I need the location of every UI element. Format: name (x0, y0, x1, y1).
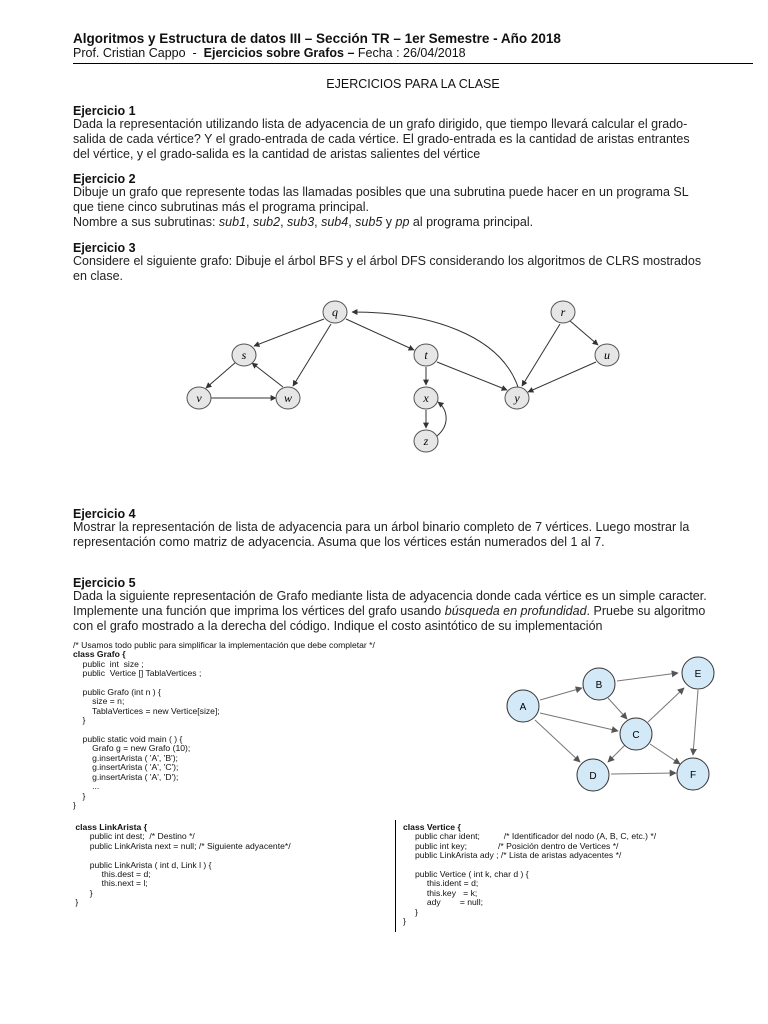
code-line: public LinkArista ady ; /* Lista de aristas adyacentes */ (403, 850, 622, 861)
graph1-edges (206, 312, 598, 436)
code-line: public char ident; /* Identificador del nodo (A, B, C, etc.) */ (403, 831, 657, 842)
code-line: /* Usamos todo public para simplificar la implementación que debe completar */ (73, 640, 375, 650)
graph2-nodes (507, 657, 714, 791)
page-title: EJERCICIOS PARA LA CLASE (326, 77, 500, 91)
node-label-F: F (689, 770, 697, 781)
ex3-line: en clase. (73, 269, 124, 283)
node-label-x: x (423, 391, 429, 405)
sub-name: sub5 (355, 215, 383, 229)
edge-s-v (206, 362, 236, 388)
node-label-w: w (283, 391, 293, 405)
edge-D-F (611, 773, 676, 774)
code-line: } (73, 799, 76, 810)
ex5-heading: Ejercicio 5 (73, 576, 136, 590)
graph2-edges (535, 673, 698, 774)
code-line: } (73, 715, 86, 726)
edge-w-s (252, 363, 283, 387)
ex2-heading: Ejercicio 2 (73, 172, 136, 186)
date: Fecha : 26/04/2018 (357, 46, 466, 60)
ex3-line: Considere el siguiente grafo: Dibuje el árbol BFS y el árbol DFS considerando los algoritmos de CLRS mostrados (73, 254, 702, 268)
sub-name: sub1 (218, 215, 247, 229)
ex2-line: que tiene cinco subrutinas más el programa principal. (73, 200, 369, 214)
names-prefix: Nombre a sus subrutinas: (73, 215, 216, 229)
code-line: this.dest = d; (73, 869, 151, 880)
edge-C-E (648, 688, 684, 722)
ex4-body (73, 520, 753, 550)
code-line: public int dest; /* Destino */ (73, 831, 195, 842)
code-line: g.insertArista ( 'A', 'B'); (73, 752, 178, 763)
code-line: public static void main ( ) { (73, 734, 183, 745)
code-line: } (73, 790, 86, 801)
separator: - (192, 46, 197, 60)
ex1-line: salida de cada vértice? Y el grado-entrada de cada vértice. El grado-entrada es la cantidad de aristas entrantes (73, 132, 690, 146)
code-divider (395, 820, 396, 932)
course-header: Algoritmos y Estructura de datos III – Sección TR – 1er Semestre - Año 2018 (73, 31, 561, 46)
code-line: this.next = l; (73, 878, 148, 889)
code-line: } (403, 906, 418, 917)
code-class-linkarista (73, 823, 291, 908)
ex3-heading: Ejercicio 3 (73, 241, 136, 255)
edge-q-t (346, 319, 414, 350)
code-line: TablaVertices = new Vertice[size]; (73, 705, 220, 716)
code-line: class Vertice { (403, 822, 461, 832)
ex5-body (73, 589, 753, 634)
ex4-heading: Ejercicio 4 (73, 507, 136, 521)
ex5-line: Dada la siguiente representación de Grafo mediante lista de adyacencia donde cada vértice es un simple caracter. (73, 589, 707, 603)
code-line: public Grafo (int n ) { (73, 687, 161, 698)
node-label-r: r (560, 305, 566, 319)
names-suffix: al programa principal. (412, 215, 534, 229)
node-label-v: v (196, 391, 202, 405)
code-line: public Vertice ( int k, char d ) { (403, 869, 529, 880)
edge-q-w (293, 324, 331, 386)
edge-E-F (693, 690, 698, 755)
node-label-D: D (589, 771, 597, 782)
code-line: size = n; (73, 696, 125, 707)
ex5-line2-b: . Pruebe su algoritmo (586, 604, 706, 618)
edge-z-x (437, 402, 446, 436)
ex5-line: con el grafo mostrado a la derecha del código. Indique el costo asintótico de su implementación (73, 619, 603, 633)
edge-A-B (540, 688, 582, 700)
ex1-line: Dada la representación utilizando lista de adyacencia de un grafo dirigido, que tiempo llevará calcular el grado- (73, 117, 688, 131)
code-line: class Grafo { (73, 649, 126, 660)
ex2-line: Dibuje un grafo que represente todas las llamadas posibles que una subrutina puede hacer en un programa SL (73, 185, 689, 199)
code-line: public Vertice [] TablaVertices ; (73, 668, 202, 679)
ex2-names-line: Nombre a sus subrutinas: sub1, sub2, sub3, sub4, sub5 y pp al programa principal. (73, 215, 534, 229)
code-line: } (73, 897, 79, 908)
ex5-line (73, 604, 753, 619)
edge-t-y (437, 362, 507, 390)
ex1-heading: Ejercicio 1 (73, 104, 136, 118)
edge-B-C (608, 698, 627, 719)
ex4-line: Mostrar la representación de lista de adyacencia para un árbol binario completo de 7 vértices. Luego mostrar la (73, 520, 690, 534)
edge-A-C (540, 713, 618, 731)
code-line: this.key = k; (403, 887, 478, 898)
pp-name: pp (395, 215, 410, 229)
edge-u-y (528, 362, 596, 392)
code-line: } (403, 916, 406, 927)
code-line: public int size ; (73, 658, 144, 669)
code-line: Grafo g = new Grafo (10); (73, 743, 191, 754)
dfs-term: búsqueda en profundidad (444, 604, 587, 618)
code-line: public int key; /* Posición dentro de Vertices */ (403, 840, 619, 851)
node-label-A: A (519, 702, 527, 713)
node-label-q: q (332, 305, 338, 319)
sub-name: sub3 (287, 215, 315, 229)
node-label-y: y (514, 391, 520, 405)
edge-B-E (617, 673, 678, 681)
code-line: g.insertArista ( 'A', 'C'); (73, 762, 179, 773)
node-label-z: z (423, 434, 429, 448)
node-label-E: E (694, 669, 702, 680)
ex1-line: del vértice, y el grado-salida es la cantidad de aristas salientes del vértice (73, 147, 481, 161)
ex4-line: representación como matriz de adyacencia. Asuma que los vértices están numerados del 1 al 7. (73, 535, 605, 549)
edge-C-D (608, 745, 625, 762)
edge-r-y (522, 324, 560, 386)
topic: Ejercicios sobre Grafos – (203, 46, 355, 60)
graph1-nodes (187, 301, 619, 452)
node-label-B: B (595, 680, 603, 691)
code-line: this.ident = d; (403, 878, 479, 889)
edge-r-u (569, 320, 598, 345)
code-line: public LinkArista ( int d, Link l ) { (73, 859, 212, 870)
node-label-C: C (632, 730, 640, 741)
code-line: ady = null; (403, 897, 484, 908)
edge-q-s (254, 319, 324, 346)
sub-name: sub4 (321, 215, 349, 229)
node-label-s: s (241, 348, 247, 362)
names-y: y (385, 215, 393, 229)
node-label-t: t (424, 348, 428, 362)
code-class-vertice (403, 823, 656, 926)
code-line: g.insertArista ( 'A', 'D'); (73, 771, 179, 782)
code-line: } (73, 887, 93, 898)
code-line: class LinkArista { (73, 822, 148, 832)
ex5-line2-a: Implemente una función que imprima los vértices del grafo usando (73, 604, 442, 618)
sub-name: sub2 (252, 215, 281, 229)
code-line: public LinkArista next = null; /* Siguiente adyacente*/ (73, 840, 291, 851)
node-label-u: u (604, 348, 610, 362)
professor: Prof. Cristian Cappo (73, 46, 186, 60)
code-class-grafo (73, 641, 375, 810)
code-line: ... (73, 781, 100, 792)
edge-A-D (535, 720, 580, 762)
edge-C-F (650, 744, 680, 764)
